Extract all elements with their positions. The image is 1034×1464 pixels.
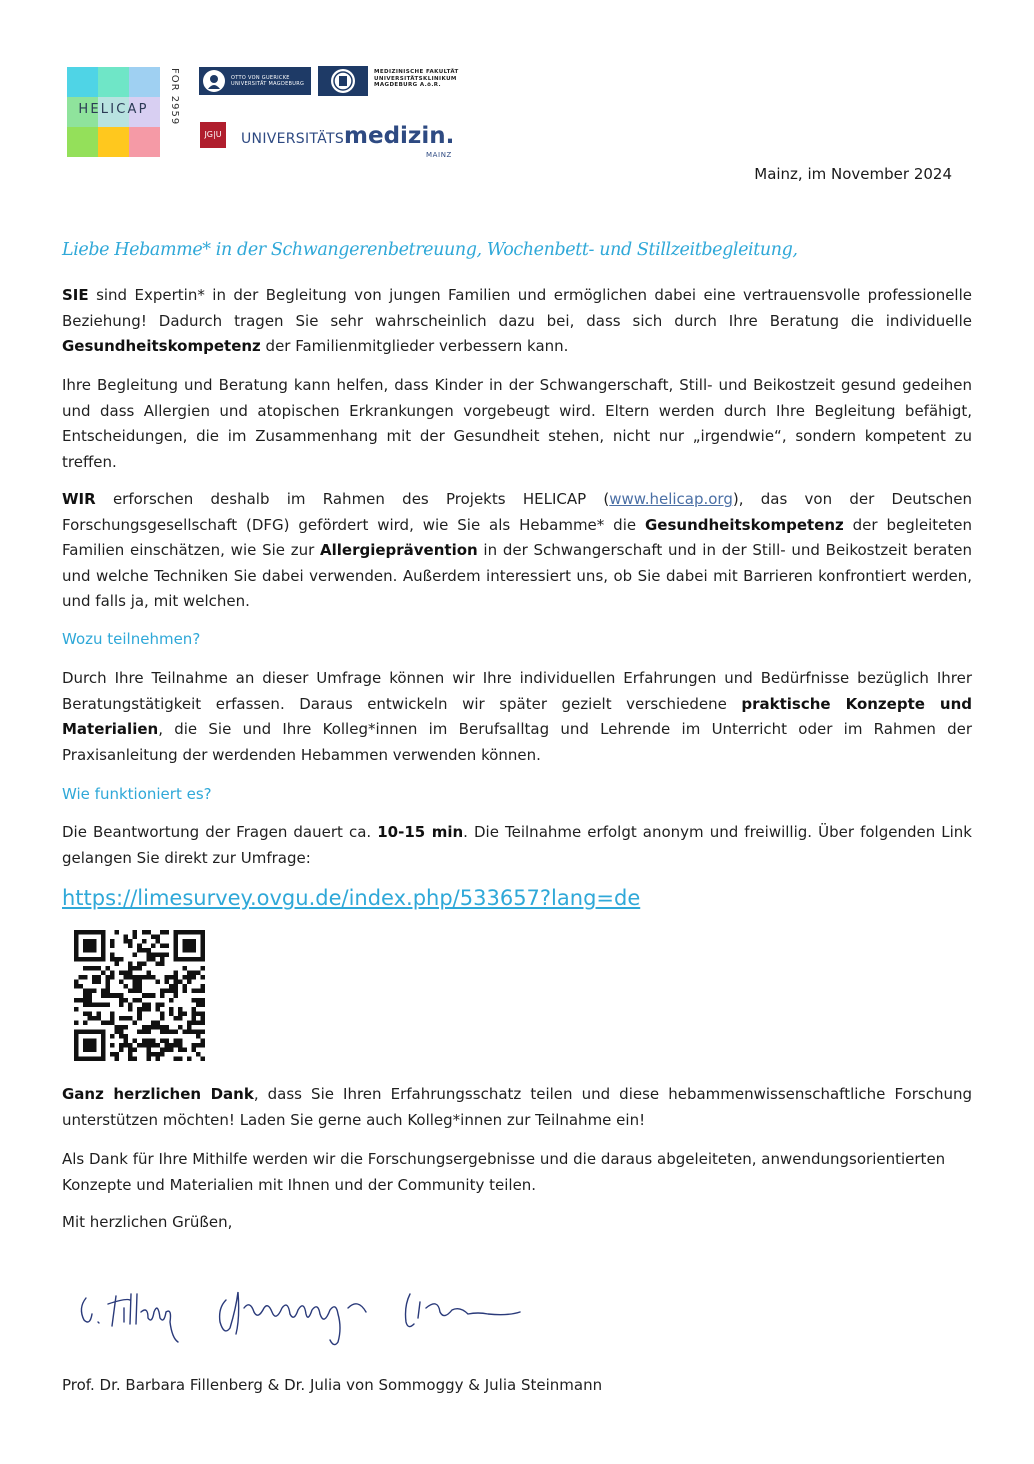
closing: Mit herzlichen Grüßen, — [62, 1213, 233, 1231]
helicap-grid-cell — [129, 67, 160, 97]
helicap-grid-cell — [129, 127, 160, 157]
letter-date: Mainz, im November 2024 — [754, 165, 952, 183]
qr-code[interactable] — [73, 930, 206, 1061]
seal-icon — [331, 69, 355, 93]
paragraph-why: Durch Ihre Teilnahme an dieser Umfrage können wir Ihre individuellen Erfahrungen und Bedürfnisse bezüglich Ihrer Beratungstätigkeit erfassen. Daraus entwickeln wir später gezielt verschiedene praktische Konzepte und Materialien, die Sie und Ihre Kolleg*innen im Berufsalltag und Lehrende im Unterricht oder im Rahmen der Praxisanleitung der werdenden Hebammen verwenden können. — [62, 669, 972, 764]
heading-why-participate: Wozu teilnehmen? — [62, 630, 201, 648]
helicap-grid-cell — [67, 67, 98, 97]
ovgu-portrait-icon — [203, 70, 225, 92]
helicap-logo-text: HELICAP — [78, 102, 149, 117]
ovgu-logo — [199, 67, 311, 95]
med-faculty-text: MEDIZINISCHE FAKULTÄT UNIVERSITÄTSKLINIKUM MAGDEBURG A.ö.R. — [374, 69, 459, 88]
paragraph-how: Die Beantwortung der Fragen dauert ca. 10-15 min. Die Teilnahme erfolgt anonym und freiwillig. Über folgenden Link gelangen Sie direkt zur Umfrage: — [62, 823, 972, 867]
unimed-suffix: medizin. — [344, 123, 455, 149]
signers: Prof. Dr. Barbara Fillenberg & Dr. Julia von Sommoggy & Julia Steinmann — [62, 1376, 603, 1394]
paragraph-intro: SIE sind Expertin* in der Begleitung von jungen Familien und ermöglichen dabei eine vertrauensvolle professionelle Beziehung! Dadurch tragen Sie sehr wahrscheinlich dazu bei, dass sich durch Ihre Beratung die individuelle Gesundheitskompetenz der Familienmitglieder verbessern kann. — [62, 286, 972, 355]
for-label: FOR 2959 — [169, 68, 180, 126]
med-faculty-seal — [318, 66, 368, 96]
unimed-logo — [241, 122, 454, 150]
heading-how-it-works: Wie funktioniert es? — [62, 785, 212, 803]
paragraph-thanks: Ganz herzlichen Dank, dass Sie Ihren Erfahrungsschatz teilen und diese hebammenwissenschaftliche Forschung unterstützen möchten! Laden Sie gerne auch Kolleg*innen zur Teilnahme ein! — [62, 1085, 973, 1129]
survey-link[interactable]: https://limesurvey.ovgu.de/index.php/533657?lang=de — [62, 886, 641, 910]
helicap-website-link[interactable]: www.helicap.org — [609, 490, 733, 508]
signatures — [68, 1278, 528, 1353]
paragraph-benefits: Ihre Begleitung und Beratung kann helfen, dass Kinder in der Schwangerschaft, Still- und Beikostzeit gesund gedeihen und dass Allergien und atopischen Erkrankungen vorgebeugt wird. Eltern werden durch Ihre Begleitung befähigt, Entscheidungen, die im Zusammenhang mit der Gesundheit stehen, nicht nur „irgendwie“, sondern kompetent zu treffen. — [62, 376, 972, 471]
helicap-grid-cell — [98, 127, 129, 157]
unimed-prefix: UNIVERSITÄTS — [241, 131, 345, 147]
paragraph-research: WIR erforschen deshalb im Rahmen des Projekts HELICAP (www.helicap.org), das von der Deutschen Forschungsgesellschaft (DFG) gefördert wird, wie Sie als Hebamme* die Gesundheitskompetenz der begleiteten Familien einschätzen, wie Sie zur Allergieprävention in der Schwangerschaft und in der Still- und Beikostzeit beraten und welche Techniken Sie dabei verwenden. Außerdem interessiert uns, ob Sie dabei mit Barrieren konfrontiert werden, und falls ja, mit welchen. — [62, 490, 973, 610]
jgu-logo: JG|U — [200, 122, 226, 148]
unimed-city: MAINZ — [426, 151, 452, 159]
salutation: Liebe Hebamme* in der Schwangerenbetreuung, Wochenbett- und Stillzeitbegleitung, — [62, 240, 798, 260]
paragraph-results: Als Dank für Ihre Mithilfe werden wir die Forschungsergebnisse und die daraus abgeleiteten, anwendungsorientierten Konzepte und Materialien mit Ihnen und der Community teilen. — [62, 1150, 946, 1194]
ovgu-logo-text: OTTO VON GUERICKE UNIVERSITÄT MAGDEBURG — [231, 75, 305, 87]
helicap-grid-cell — [67, 127, 98, 157]
helicap-grid-cell — [98, 67, 129, 97]
